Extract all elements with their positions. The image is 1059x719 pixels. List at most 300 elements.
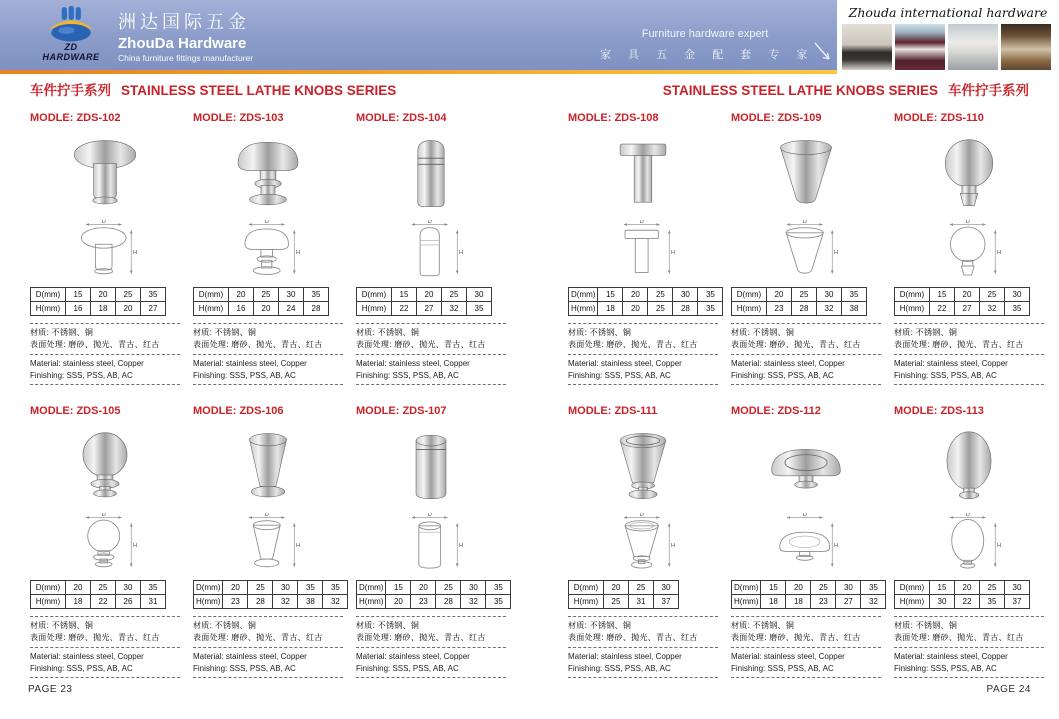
product-model-label: MODLE: ZDS-109 (731, 112, 822, 124)
svg-text:D: D (965, 513, 970, 519)
svg-text:H: H (834, 542, 839, 549)
finishing-cn: 表面处理: 磨砂、抛光、青古、红古 (30, 633, 160, 642)
dim-value-cell: 35 (467, 302, 492, 316)
knob-technical-drawing (30, 219, 180, 285)
diameter-row (31, 581, 166, 595)
finishing-cn: 表面处理: 磨砂、抛光、青古、红古 (731, 340, 861, 349)
material-en: Material: stainless steel, Copper (568, 359, 682, 368)
dim-value-cell: 30 (836, 581, 861, 595)
kitchen-photos (842, 24, 1059, 70)
dim-value-cell: 28 (248, 595, 273, 609)
dashed-divider (193, 384, 343, 385)
dimension-table (894, 580, 1030, 609)
finishing-cn: 表面处理: 磨砂、抛光、青古、红古 (894, 340, 1024, 349)
dashed-divider (731, 354, 881, 355)
product-model-label: MODLE: ZDS-106 (193, 405, 284, 417)
dim-header-cell: H(mm) (895, 302, 930, 316)
dim-value-cell: 24 (279, 302, 304, 316)
finishing-en: Finishing: SSS, PSS, AB, AC (731, 370, 834, 380)
svg-text:D: D (264, 513, 269, 519)
dashed-divider (356, 647, 506, 648)
dashed-divider (193, 323, 343, 324)
dim-value-cell: 20 (623, 302, 648, 316)
dim-value-cell: 35 (141, 581, 166, 595)
dashed-divider (894, 384, 1044, 385)
finishing-en: Finishing: SSS, PSS, AB, AC (568, 370, 671, 380)
dim-value-cell: 35 (698, 288, 723, 302)
dim-value-cell: 35 (298, 581, 323, 595)
dim-value-cell: 15 (930, 581, 955, 595)
dim-value-cell: 25 (254, 288, 279, 302)
svg-text:D: D (427, 513, 432, 519)
material-block (731, 616, 881, 678)
diameter-row (569, 288, 723, 302)
dim-value-cell: 23 (223, 595, 248, 609)
dim-value-cell: 18 (598, 302, 623, 316)
dim-value-cell: 35 (842, 288, 867, 302)
kitchen-photo-2 (895, 24, 945, 70)
knob-photo (894, 129, 1044, 219)
kitchen-photo-3 (948, 24, 998, 70)
material-block (568, 616, 718, 678)
right-page-grid (568, 112, 1044, 684)
dim-value-cell: 22 (392, 302, 417, 316)
dim-value-cell: 16 (66, 302, 91, 316)
dim-value-cell: 22 (955, 595, 980, 609)
product-model-label: MODLE: ZDS-103 (193, 112, 284, 124)
dimension-annotations (249, 220, 300, 274)
dim-value-cell: 30 (273, 581, 298, 595)
material-cn: 材质: 不锈钢、铜 (894, 621, 958, 630)
dashed-divider (894, 677, 1044, 678)
dashed-divider (568, 616, 718, 617)
knob-technical-drawing (568, 219, 718, 285)
dim-value-cell: 32 (980, 302, 1005, 316)
dim-value-cell: 38 (298, 595, 323, 609)
dim-value-cell: 35 (1005, 302, 1030, 316)
material-en: Material: stainless steel, Copper (731, 652, 845, 661)
dim-value-cell: 20 (386, 595, 411, 609)
dim-value-cell: 18 (91, 302, 116, 316)
product-card (568, 405, 718, 684)
height-row (194, 595, 348, 609)
series-title-cn: 车件拧手系列 (948, 83, 1029, 98)
material-en: Material: stainless steel, Copper (568, 652, 682, 661)
dashed-divider (356, 323, 506, 324)
product-model-label: MODLE: ZDS-112 (731, 405, 821, 417)
dim-value-cell: 18 (761, 595, 786, 609)
slogan-cn: 家 具 五 金 配 套 专 家 (600, 49, 815, 61)
kitchen-photo-4 (1001, 24, 1051, 70)
height-row (895, 302, 1030, 316)
diameter-row (194, 288, 329, 302)
product-card (193, 405, 343, 684)
dim-value-cell: 30 (1005, 288, 1030, 302)
height-row (194, 302, 329, 316)
dashed-divider (193, 677, 343, 678)
svg-text:D: D (639, 513, 644, 519)
material-block (894, 616, 1044, 678)
height-row (357, 595, 511, 609)
finishing-en: Finishing: SSS, PSS, AB, AC (356, 370, 459, 380)
dim-value-cell: 28 (673, 302, 698, 316)
svg-text:D: D (264, 220, 269, 226)
diameter-row (895, 288, 1030, 302)
brand-text: ZD HARDWARE (42, 42, 100, 62)
dashed-divider (193, 647, 343, 648)
banner-script-text: Zhouda international hardware (848, 5, 1048, 20)
svg-text:D: D (802, 220, 807, 226)
svg-text:H: H (459, 542, 464, 549)
dashed-divider (193, 616, 343, 617)
dim-header-cell: H(mm) (194, 595, 223, 609)
diagonal-arrow-icon (814, 42, 834, 64)
dim-value-cell: 15 (66, 288, 91, 302)
dim-value-cell: 32 (461, 595, 486, 609)
material-en: Material: stainless steel, Copper (30, 359, 144, 368)
dim-header-cell: D(mm) (895, 581, 930, 595)
company-block (118, 8, 253, 63)
dim-value-cell: 30 (673, 288, 698, 302)
height-row (732, 595, 886, 609)
dim-header-cell: H(mm) (357, 302, 392, 316)
dim-value-cell: 22 (91, 595, 116, 609)
product-card (894, 112, 1044, 391)
svg-text:H: H (296, 542, 301, 549)
dim-value-cell: 23 (811, 595, 836, 609)
dimension-table (30, 287, 166, 316)
product-card (30, 405, 180, 684)
dim-value-cell: 32 (817, 302, 842, 316)
svg-text:D: D (639, 220, 644, 226)
dim-value-cell: 25 (648, 302, 673, 316)
finishing-cn: 表面处理: 磨砂、抛光、青古、红古 (894, 633, 1024, 642)
dim-value-cell: 20 (767, 288, 792, 302)
dim-value-cell: 25 (629, 581, 654, 595)
dim-header-cell: D(mm) (895, 288, 930, 302)
dim-value-cell: 31 (141, 595, 166, 609)
company-name-cn: 洲达国际五金 (118, 12, 250, 32)
height-row (895, 595, 1030, 609)
dim-value-cell: 37 (1005, 595, 1030, 609)
dim-value-cell: 20 (91, 288, 116, 302)
dashed-divider (30, 677, 180, 678)
diameter-row (357, 581, 511, 595)
product-model-label: MODLE: ZDS-104 (356, 112, 447, 124)
finishing-cn: 表面处理: 磨砂、抛光、青古、红古 (30, 340, 160, 349)
accent-bar (0, 70, 838, 74)
dashed-divider (30, 647, 180, 648)
series-title-right (663, 79, 1029, 99)
dim-value-cell: 25 (436, 581, 461, 595)
height-row (732, 302, 867, 316)
knob-technical-drawing (356, 219, 506, 285)
svg-text:D: D (965, 220, 970, 226)
dim-value-cell: 15 (930, 288, 955, 302)
dim-header-cell: H(mm) (569, 302, 598, 316)
dashed-divider (193, 354, 343, 355)
product-card (731, 405, 881, 684)
dim-value-cell: 27 (955, 302, 980, 316)
dim-value-cell: 23 (767, 302, 792, 316)
material-en: Material: stainless steel, Copper (193, 359, 307, 368)
finishing-en: Finishing: SSS, PSS, AB, AC (894, 663, 997, 673)
series-title-en: STAINLESS STEEL LATHE KNOBS SERIES (121, 83, 397, 98)
dim-value-cell: 35 (980, 595, 1005, 609)
dim-value-cell: 38 (842, 302, 867, 316)
dim-value-cell: 15 (761, 581, 786, 595)
diameter-row (194, 581, 348, 595)
material-cn: 材质: 不锈钢、铜 (731, 328, 795, 337)
material-en: Material: stainless steel, Copper (894, 652, 1008, 661)
dashed-divider (731, 323, 881, 324)
svg-text:D: D (101, 513, 106, 519)
dimension-table (731, 580, 886, 609)
diameter-row (732, 288, 867, 302)
product-card (568, 112, 718, 391)
dim-value-cell: 30 (1005, 581, 1030, 595)
dim-value-cell: 23 (411, 595, 436, 609)
dim-value-cell: 30 (817, 288, 842, 302)
knob-photo (731, 422, 881, 512)
dim-header-cell: D(mm) (357, 288, 392, 302)
dashed-divider (894, 323, 1044, 324)
dim-header-cell: H(mm) (31, 302, 66, 316)
dim-value-cell: 20 (116, 302, 141, 316)
dim-header-cell: D(mm) (569, 288, 598, 302)
dim-value-cell: 25 (116, 288, 141, 302)
knob-photo (356, 422, 506, 512)
dim-value-cell: 37 (654, 595, 679, 609)
dim-value-cell: 25 (604, 595, 629, 609)
dashed-divider (731, 616, 881, 617)
finishing-en: Finishing: SSS, PSS, AB, AC (731, 663, 834, 673)
product-card (894, 405, 1044, 684)
dim-header-cell: H(mm) (732, 595, 761, 609)
dimension-table (30, 580, 166, 609)
dim-header-cell: H(mm) (194, 302, 229, 316)
material-block (30, 323, 180, 385)
dim-value-cell: 26 (116, 595, 141, 609)
finishing-en: Finishing: SSS, PSS, AB, AC (193, 370, 296, 380)
dim-value-cell: 28 (304, 302, 329, 316)
knob-photo (568, 129, 718, 219)
product-model-label: MODLE: ZDS-113 (894, 405, 984, 417)
dashed-divider (568, 647, 718, 648)
material-en: Material: stainless steel, Copper (356, 359, 470, 368)
knob-photo (568, 422, 718, 512)
knob-photo (356, 129, 506, 219)
finishing-en: Finishing: SSS, PSS, AB, AC (193, 663, 296, 673)
dim-value-cell: 20 (955, 581, 980, 595)
material-cn: 材质: 不锈钢、铜 (894, 328, 958, 337)
dim-value-cell: 25 (792, 288, 817, 302)
material-block (894, 323, 1044, 385)
finishing-cn: 表面处理: 磨砂、抛光、青古、红古 (193, 340, 323, 349)
dimension-annotations (950, 220, 1001, 274)
product-model-label: MODLE: ZDS-105 (30, 405, 121, 417)
dim-value-cell: 35 (141, 288, 166, 302)
svg-text:H: H (459, 249, 464, 256)
material-block (30, 616, 180, 678)
dim-header-cell: H(mm) (357, 595, 386, 609)
dashed-divider (30, 616, 180, 617)
knob-technical-drawing (894, 219, 1044, 285)
dim-value-cell: 18 (786, 595, 811, 609)
material-en: Material: stainless steel, Copper (356, 652, 470, 661)
svg-text:D: D (101, 220, 106, 226)
finishing-cn: 表面处理: 磨砂、抛光、青古、红古 (356, 633, 486, 642)
svg-text:H: H (671, 542, 676, 549)
dashed-divider (356, 384, 506, 385)
svg-text:H: H (133, 542, 138, 549)
material-cn: 材质: 不锈钢、铜 (568, 621, 632, 630)
dim-value-cell: 15 (392, 288, 417, 302)
svg-text:H: H (671, 249, 676, 256)
material-block (568, 323, 718, 385)
dim-value-cell: 15 (386, 581, 411, 595)
dim-header-cell: D(mm) (357, 581, 386, 595)
kitchen-banner (837, 0, 1059, 74)
dim-value-cell: 32 (861, 595, 886, 609)
product-card (30, 112, 180, 391)
dim-value-cell: 32 (442, 302, 467, 316)
dimension-annotations (86, 513, 137, 567)
dashed-divider (568, 384, 718, 385)
svg-text:H: H (997, 249, 1002, 256)
dim-value-cell: 30 (116, 581, 141, 595)
finishing-cn: 表面处理: 磨砂、抛光、青古、红古 (731, 633, 861, 642)
dashed-divider (30, 384, 180, 385)
dim-header-cell: D(mm) (194, 581, 223, 595)
dimension-table (568, 287, 723, 316)
dashed-divider (731, 677, 881, 678)
material-block (193, 323, 343, 385)
diameter-row (357, 288, 492, 302)
material-block (731, 323, 881, 385)
material-cn: 材质: 不锈钢、铜 (568, 328, 632, 337)
dashed-divider (356, 616, 506, 617)
dim-value-cell: 27 (836, 595, 861, 609)
material-cn: 材质: 不锈钢、铜 (30, 328, 94, 337)
dim-header-cell: H(mm) (569, 595, 604, 609)
knob-photo (30, 422, 180, 512)
material-en: Material: stainless steel, Copper (894, 359, 1008, 368)
product-model-label: MODLE: ZDS-110 (894, 112, 984, 124)
dim-value-cell: 20 (411, 581, 436, 595)
material-cn: 材质: 不锈钢、铜 (356, 621, 420, 630)
finishing-en: Finishing: SSS, PSS, AB, AC (894, 370, 997, 380)
dim-value-cell: 35 (304, 288, 329, 302)
dim-value-cell: 30 (461, 581, 486, 595)
dim-value-cell: 30 (930, 595, 955, 609)
dim-value-cell: 20 (623, 288, 648, 302)
material-cn: 材质: 不锈钢、铜 (731, 621, 795, 630)
knob-technical-drawing (568, 512, 718, 578)
kitchen-photo-1 (842, 24, 892, 70)
dimension-table (568, 580, 679, 609)
dim-header-cell: D(mm) (31, 581, 66, 595)
brand-logo (36, 6, 106, 62)
dim-value-cell: 28 (436, 595, 461, 609)
dashed-divider (568, 354, 718, 355)
knob-technical-drawing (30, 512, 180, 578)
knob-technical-drawing (731, 219, 881, 285)
product-model-label: MODLE: ZDS-102 (30, 112, 121, 124)
product-model-label: MODLE: ZDS-111 (568, 405, 658, 417)
dashed-divider (568, 677, 718, 678)
dim-value-cell: 30 (467, 288, 492, 302)
dim-value-cell: 30 (654, 581, 679, 595)
product-card (356, 405, 506, 684)
product-card (731, 112, 881, 391)
dim-value-cell: 18 (66, 595, 91, 609)
svg-text:H: H (997, 542, 1002, 549)
page-number-right: PAGE 24 (986, 684, 1031, 695)
dim-value-cell: 28 (792, 302, 817, 316)
svg-text:H: H (834, 249, 839, 256)
dim-value-cell: 20 (66, 581, 91, 595)
dim-value-cell: 20 (955, 288, 980, 302)
dashed-divider (894, 616, 1044, 617)
dashed-divider (30, 354, 180, 355)
dashed-divider (894, 647, 1044, 648)
finishing-cn: 表面处理: 磨砂、抛光、青古、红古 (568, 340, 698, 349)
material-cn: 材质: 不锈钢、铜 (193, 328, 257, 337)
dim-value-cell: 25 (91, 581, 116, 595)
knob-technical-drawing (731, 512, 881, 578)
diameter-row (569, 581, 679, 595)
dimension-table (193, 580, 348, 609)
dim-value-cell: 20 (223, 581, 248, 595)
dashed-divider (356, 354, 506, 355)
dim-value-cell: 20 (786, 581, 811, 595)
material-block (193, 616, 343, 678)
dim-value-cell: 22 (930, 302, 955, 316)
dim-header-cell: D(mm) (732, 288, 767, 302)
dim-value-cell: 25 (980, 288, 1005, 302)
dashed-divider (30, 323, 180, 324)
dim-value-cell: 35 (698, 302, 723, 316)
dim-value-cell: 35 (486, 581, 511, 595)
finishing-en: Finishing: SSS, PSS, AB, AC (568, 663, 671, 673)
knob-photo (731, 129, 881, 219)
dim-value-cell: 27 (417, 302, 442, 316)
svg-text:D: D (802, 513, 807, 519)
knob-technical-drawing (193, 219, 343, 285)
dim-value-cell: 27 (141, 302, 166, 316)
height-row (31, 595, 166, 609)
brand-logo-icon (42, 6, 100, 42)
material-block (356, 616, 506, 678)
material-en: Material: stainless steel, Copper (193, 652, 307, 661)
product-model-label: MODLE: ZDS-108 (568, 112, 659, 124)
knob-photo (894, 422, 1044, 512)
material-cn: 材质: 不锈钢、铜 (30, 621, 94, 630)
diameter-row (895, 581, 1030, 595)
knob-photo (193, 129, 343, 219)
dim-value-cell: 25 (248, 581, 273, 595)
dim-value-cell: 25 (442, 288, 467, 302)
dim-value-cell: 20 (604, 581, 629, 595)
height-row (569, 302, 723, 316)
material-cn: 材质: 不锈钢、铜 (356, 328, 420, 337)
dim-value-cell: 25 (648, 288, 673, 302)
finishing-en: Finishing: SSS, PSS, AB, AC (356, 663, 459, 673)
dim-value-cell: 20 (254, 302, 279, 316)
dim-value-cell: 20 (417, 288, 442, 302)
product-card (356, 112, 506, 391)
